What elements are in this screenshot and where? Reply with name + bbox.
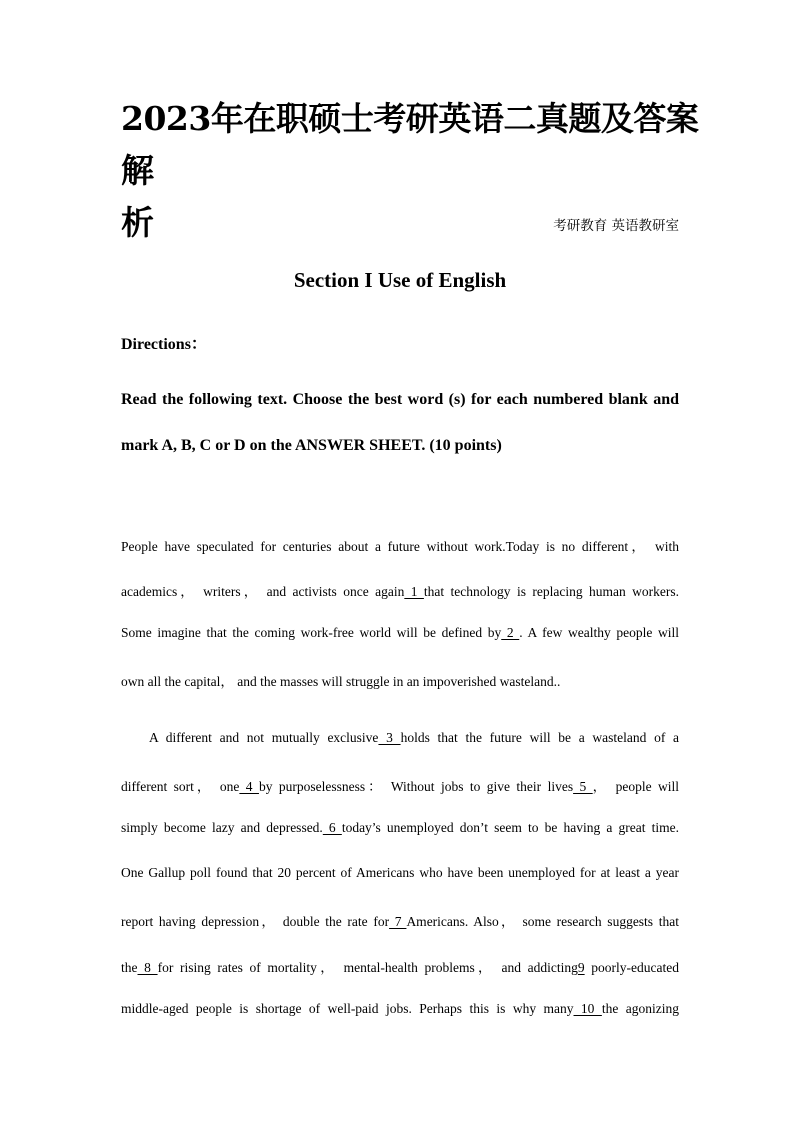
section-heading: Section I Use of English (293, 268, 507, 292)
blank-9: 9 (577, 960, 585, 975)
passage-line: own all the capital， and the masses will struggle in an impoverished wasteland.. (121, 674, 561, 689)
title-line-1: 2023年在职硕士考研英语二真题及答案解 (121, 99, 699, 190)
passage-line: academics， writers， and activists once again 1 that technology is replacing human workers. (121, 584, 680, 599)
blank-3: 3 (378, 730, 401, 745)
passage-line: simply become lazy and depressed. 6 today’s unemployed don’t seem to be having a great time. (121, 820, 679, 835)
instructions-line-1: Read the following text. Choose the best word (s) for each numbered blank and (121, 391, 679, 408)
passage-line: Some imagine that the coming work-free world will be defined by 2 . A few wealthy people will (121, 625, 680, 640)
blank-2: 2 (501, 625, 520, 640)
title-line-2: 析 (121, 203, 154, 242)
instructions-line-2: mark A, B, C or D on the ANSWER SHEET. (10 points) (121, 437, 502, 454)
passage-line: the 8 for rising rates of mortality， mental-health problems， and addicting9 poorly-educated (121, 960, 680, 975)
blank-6: 6 (322, 820, 342, 835)
passage-line: People have speculated for centuries about a future without work.Today is no different， with (121, 539, 679, 554)
passage-line: A different and not mutually exclusive 3 holds that the future will be a wasteland of a (149, 730, 680, 745)
blank-7: 7 (389, 914, 407, 929)
passage-line: One Gallup poll found that 20 percent of Americans who have been unemployed for at least a year (121, 865, 679, 880)
directions-label: Directions： (121, 336, 207, 353)
blank-1: 1 (404, 584, 424, 599)
blank-5: 5 (573, 779, 593, 794)
passage-line: report having depression， double the rate for 7 Americans. Also， some research suggests that (121, 914, 679, 929)
blank-4: 4 (239, 779, 259, 794)
passage-line: middle-aged people is shortage of well-paid jobs. Perhaps this is why many 10 the agonizing (121, 1001, 680, 1016)
author-credit: 考研教育 英语教研室 (553, 218, 679, 234)
blank-10: 10 (573, 1001, 602, 1016)
passage-line: different sort， one 4 by purposelessness： Without jobs to give their lives 5 ， people will (121, 779, 680, 794)
blank-8: 8 (137, 960, 158, 975)
